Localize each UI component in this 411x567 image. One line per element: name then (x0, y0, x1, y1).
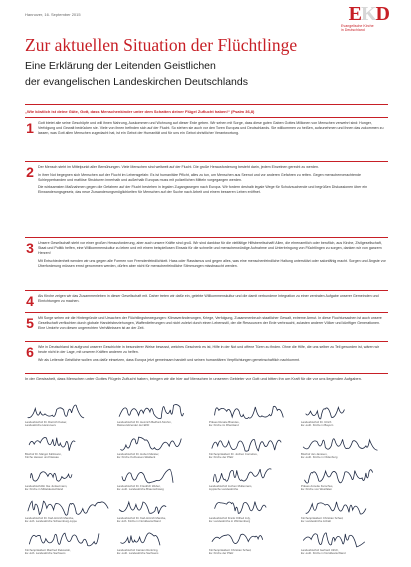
signatory-title: Landesbischöfin Ilse Junkermann, (25, 484, 68, 488)
handwritten-signature (301, 402, 389, 422)
signatory-name (301, 421, 389, 428)
signatory-title: Landesbischof Frank Otfried July, (209, 516, 251, 520)
signature-block (209, 402, 297, 432)
signatory-name (209, 517, 297, 524)
signatory-name (117, 485, 205, 492)
handwritten-signature (25, 434, 113, 454)
date-line: Hannover, 16. September 2015 (25, 12, 81, 17)
psalm-quote: „Wie köstlich ist deine Güte, Gott, dass Menschenkinder unter dem Schatten deiner Flügel Zuflucht haben!“ (Psalm 36,8) (25, 109, 255, 114)
section-text (38, 165, 388, 198)
handwritten-signature (301, 530, 389, 550)
signatory-title: Landesbischof Dr. Hubert Meister, (117, 452, 160, 456)
paragraph: Als Kirche zeigen wir das Zusammenleben in dieser Gesellschaft mit. Daher treten wir dafür ein, gelebte Willkommenskultur und die damit verbundene Integration zu einer zentralen Aufgabe unserer Gemeinden und Einrichtungen zu machen. (38, 294, 379, 304)
signature-block (117, 498, 205, 528)
signatory-church: Ev. Kirche im Rheinland (209, 423, 239, 428)
paragraph: Unsere Gesellschaft steht vor einer großen Herausforderung, aber auch unsere Kräfte sind groß. Wir sind dankbar für die vielfältige Hilfsbereitschaft! Allen, die ehrenamtlich oder beruflich, aus Kirche, Zivilgesellschaft, Staat und Politik helfen, eine Willkommenskultur zu leben und mit einem beispiellosen Einsatz für die schnelle und menschenwürdige Aufnahme und Unterbringung von Flüchtlingen zu sorgen, danken wir von ganzem Herzen! (38, 241, 382, 256)
handwritten-signature (117, 466, 205, 486)
signatory-church: Ev.-Luth. Kirche in Norddeutschland (301, 551, 346, 556)
section-number: 4 (26, 293, 34, 309)
paragraph: Wie in Deutschland ist aufgrund unserer Geschichte in besonderer Weise bewusst, welches Geschenk es ist, Hilfe in der Not und offene Türen zu finden. Ohne die Hilfe, die uns selber zu Teil geworden ist, wären wir heute nicht in der Lage, mit unseren Kräften anderen zu helfen. (38, 345, 380, 355)
ekd-logo-subtitle-2: in Deutschland (341, 28, 365, 32)
signatory-church: Ev. Landeskirche in Württemberg (209, 519, 251, 524)
signatory-name (25, 485, 113, 492)
signatory-title: Kirchenpräsident Manfred Rekowski, (25, 548, 71, 552)
handwritten-signature (117, 498, 205, 518)
signature-block (25, 498, 113, 528)
signature-block (25, 402, 113, 432)
page-subtitle (25, 58, 395, 90)
signatory-name (301, 517, 389, 524)
paragraph: Mit Entschiedenheit wenden wir uns gegen alle Formen von Fremdenfeindlichkeit. Hass oder Rassismus und gegen alles, was eine menschenfeindliche Haltung unterstützt oder salonfähig macht. Sorgen und Ängste vor Überforderung müssen ernst genommen werden, dürfen aber nicht für menschenfeindliche Stimmungen missbraucht werden. (38, 258, 386, 268)
signature-block (117, 466, 205, 496)
handwritten-signature (117, 434, 205, 454)
divider-top (25, 104, 388, 105)
section-text (38, 345, 388, 365)
signatory-church: Ev. Kirche der Pfalz (209, 455, 234, 460)
signature-block (209, 498, 297, 528)
divider-section-3 (25, 237, 388, 238)
divider-section-2 (25, 161, 388, 162)
divider-closing (25, 373, 388, 374)
signatory-church: Ev.-Luth. Landeskirche Sachsens (117, 551, 159, 556)
handwritten-signature (25, 530, 113, 550)
signatory-church: Ev. Landeskirche Anhalt (301, 519, 331, 524)
signature-block (117, 530, 205, 560)
page-title: Zur aktuellen Situation der Flüchtlinge (25, 35, 298, 55)
signatory-title: Kirchenpräsident Christian Schad, (301, 516, 344, 520)
signatory-title: Landesbischof Dr. Heinrich Bedford-Strohm, (117, 420, 172, 424)
handwritten-signature (209, 530, 297, 550)
section-number: 3 (26, 240, 34, 256)
signatory-title: Landesbischof Dr. Ulrich (301, 420, 332, 424)
signature-block (117, 434, 205, 464)
signature-block (209, 466, 297, 496)
signatory-church: Ev.-luth. Landeskirche Schaumburg-Lippe (25, 519, 77, 524)
paragraph: Gott bietet alle seine Geschöpfe und will ihnen Nahrung, Auskommen und Wohnung auf dieser Erde geben. Wir sehen mit Sorge, dass diese guten Gaben Gottes Millionen von Menschen verwehrt sind: Hunger, Verfolgung und Gewalt bedrücken sie. Viele von ihnen befinden sich auf der Flucht. So stehen sie auch vor den Toren Europas und Deutschlands. Sie willkommen zu heißen, aufzunehmen und ihnen das zukommen zu lassen, was Gott allen Menschen zugedacht hat, ist ein Gebot der Humanität und für uns ein Gebot christlicher Verantwortung. (38, 121, 384, 136)
signatory-name (117, 549, 205, 556)
signatory-name (117, 453, 205, 460)
signature-block (301, 402, 389, 432)
signatory-church: Ev. Kirche von Westfalen (301, 487, 332, 492)
section-4 (25, 294, 388, 308)
section-2 (25, 165, 388, 235)
signatory-name (209, 453, 297, 460)
subtitle-line-2: der evangelischen Landeskirchen Deutschlands (25, 76, 248, 88)
divider-section-1 (25, 117, 388, 118)
signatory-church: Ev. Kirche in Mitteldeutschland (25, 487, 64, 492)
handwritten-signature (209, 466, 297, 486)
signatory-title: Kirchenpräsident Christian Schad, (209, 548, 252, 552)
signatory-church: Ev.-Luth. Kirche in Bayern (301, 423, 334, 428)
handwritten-signature (25, 402, 113, 422)
paragraph: Die wirksamsten Maßnahmen gegen die Gefahren auf der Flucht bestehen in legalen Zugangswegen nach Europa. Wir fordern deshalb legale Wege für Schutzsuchende und begrüßen Diskussionen über ein Einwanderungsgesetz, das neue Zuwanderungsmöglichkeiten für Menschen auf der Suche nach Arbeit und einem besseren Leben eröffnet. (38, 185, 368, 195)
signatory-title: Landesbischof Gerhard Ulrich, (301, 548, 339, 552)
signatory-title: Landesbischof Dr. Friedrich Weber, (117, 484, 161, 488)
paragraph: Der Mensch steht im Mittelpunkt aller Bemühungen. Viele Menschen sind weltweit auf der Flucht. Die große Herausforderung besteht darin, jedem Einzelnen gerecht zu werden. (38, 165, 319, 169)
signatory-name (209, 549, 297, 556)
handwritten-signature (117, 530, 205, 550)
section-6 (25, 345, 388, 373)
section-number: 1 (26, 120, 34, 136)
signatory-church: Lippische Landeskirche (209, 487, 239, 492)
section-text (38, 294, 388, 307)
signatory-church: Ev. Kirche der Pfalz (209, 551, 234, 556)
handwritten-signature (301, 498, 389, 518)
signature-block (25, 434, 113, 464)
signatory-church: Ev.-luth. Landeskirche Sachsens (25, 551, 66, 556)
signatory-name (117, 517, 205, 524)
signatory-title: Präses Annette Kurschus, (301, 484, 334, 488)
signatory-church: Ev. Kirche Kurhessen-Waldeck (117, 455, 156, 460)
signature-block (209, 434, 297, 464)
handwritten-signature (117, 402, 205, 422)
paragraph: Mit Sorge sehen wir die Hintergründe und Ursachen der Flüchtlingsbewegungen: Klimaveränderungen, Kriege, Verfolgung, Zusammenbruch staatlicher Gewalt, extreme Armut. In diese Fluchtursachen ist auch unsere Gesellschaft verflochten durch globale Handelsbeziehungen, Waffenlieferungen und nicht zuletzt durch einen Lebensstil, der die Ressourcen der Erde verbraucht, zulasten anderer Völker und künftiger Generationen. Eine Umkehr von diesen ungerechten Verhältnissen ist an der Zeit. (38, 316, 382, 331)
signature-block (25, 530, 113, 560)
section-number: 5 (26, 315, 34, 331)
divider-section-5 (25, 312, 388, 313)
signatory-church: Ev.-Luth. Kirche in Oldenburg (301, 455, 338, 460)
section-text (38, 121, 388, 139)
signatory-name (301, 485, 389, 492)
section-number: 2 (26, 164, 34, 180)
signatory-name (117, 421, 205, 428)
handwritten-signature (209, 402, 297, 422)
signatory-title: Landesbischof Jochen Mullennam, (209, 484, 253, 488)
signature-block (25, 466, 113, 496)
signature-block (209, 530, 297, 560)
signatory-name (209, 485, 297, 492)
signatory-name (25, 421, 113, 428)
signatory-name (301, 453, 389, 460)
signatory-name (25, 453, 113, 460)
signature-block (301, 498, 389, 528)
ekd-logo-mark: E K D (348, 3, 389, 25)
handwritten-signature (25, 498, 113, 518)
signatory-title: Landesbischof Dr. Dietrich Kaiser, (25, 420, 67, 424)
signatory-title: Landesbischof Dr. Karl-Hinrich Manzke, (117, 516, 167, 520)
handwritten-signature (209, 498, 297, 518)
signatory-church: Kirche Hessen und Nassau (25, 455, 59, 460)
handwritten-signature (301, 466, 389, 486)
handwritten-signature (25, 466, 113, 486)
signatory-title: Landesbischof Carsten Rentzing, (117, 548, 159, 552)
signatory-name (25, 549, 113, 556)
section-1 (25, 121, 388, 151)
signatory-name (25, 517, 113, 524)
signatory-title: Bischof Dr. Margot Käßmann, (25, 452, 62, 456)
signatory-church: Ratsvorsitzender der EKD (117, 423, 150, 428)
ekd-logo (327, 3, 389, 32)
signature-block (117, 402, 205, 432)
signature-block (301, 530, 389, 560)
paragraph: Wir als Leitende Geistliche wollen uns dafür einsetzen, dass Europa jetzt gemeinsam handelt und seinen humanitären Verpflichtungen gemeinschaftlich nachkommt. (38, 357, 300, 362)
handwritten-signature (301, 434, 389, 454)
section-3 (25, 241, 388, 291)
section-number: 6 (26, 344, 34, 360)
divider-section-4 (25, 290, 388, 291)
section-text (38, 316, 388, 334)
signature-grid (25, 402, 388, 562)
ekd-logo-subtitle-1: Evangelische Kirche (341, 24, 374, 28)
paragraph: In ihrer Not begegnen sich Menschen auf der Flucht im Lebensgefahr. Es ist humanitäre Pflicht, alles zu tun, um Menschen aus Seenot und vor anderen Gefahren zu retten. Gegen menschenverachtende Schlepperbanden und mafiöse Strukturen innerhalb und außerhalb Europas muss mit polizeilichen Mitteln vorgegangen werden. (38, 172, 362, 182)
section-text (38, 241, 388, 271)
divider-section-6 (25, 341, 388, 342)
handwritten-signature (209, 434, 297, 454)
signatory-title: Bischof Jan Janssen, (301, 452, 328, 456)
signature-block (301, 434, 389, 464)
closing-statement: In der Gewissheit, dass Menschen unter Gottes Flügeln Zuflucht haben, bringen wir die hier auf Menschen in unserem Gebieter vor Gott und bitten ihn um Kraft für die vor uns liegenden Aufgaben. (25, 376, 362, 381)
signatory-title: Landesbischof Dr. Karl-Hinrich Manzke, (25, 516, 75, 520)
signatory-church: Ev.-luth. Kirche in Norddeutschland (117, 519, 161, 524)
signatory-name (209, 421, 297, 428)
signatory-church: Ev.-Luth. Landeskirche Braunschweig (117, 487, 164, 492)
signatory-name (301, 549, 389, 556)
signatory-title: Kirchenpräsident Dr. Jochen Cornelius, (209, 452, 258, 456)
section-5 (25, 316, 388, 338)
signature-block (301, 466, 389, 496)
signatory-title: Präses Renate Brandes, (209, 420, 240, 424)
subtitle-line-1: Eine Erklärung der Leitenden Geistlichen (25, 60, 216, 72)
signatory-church: Landeskirche Hannovers (25, 423, 56, 428)
